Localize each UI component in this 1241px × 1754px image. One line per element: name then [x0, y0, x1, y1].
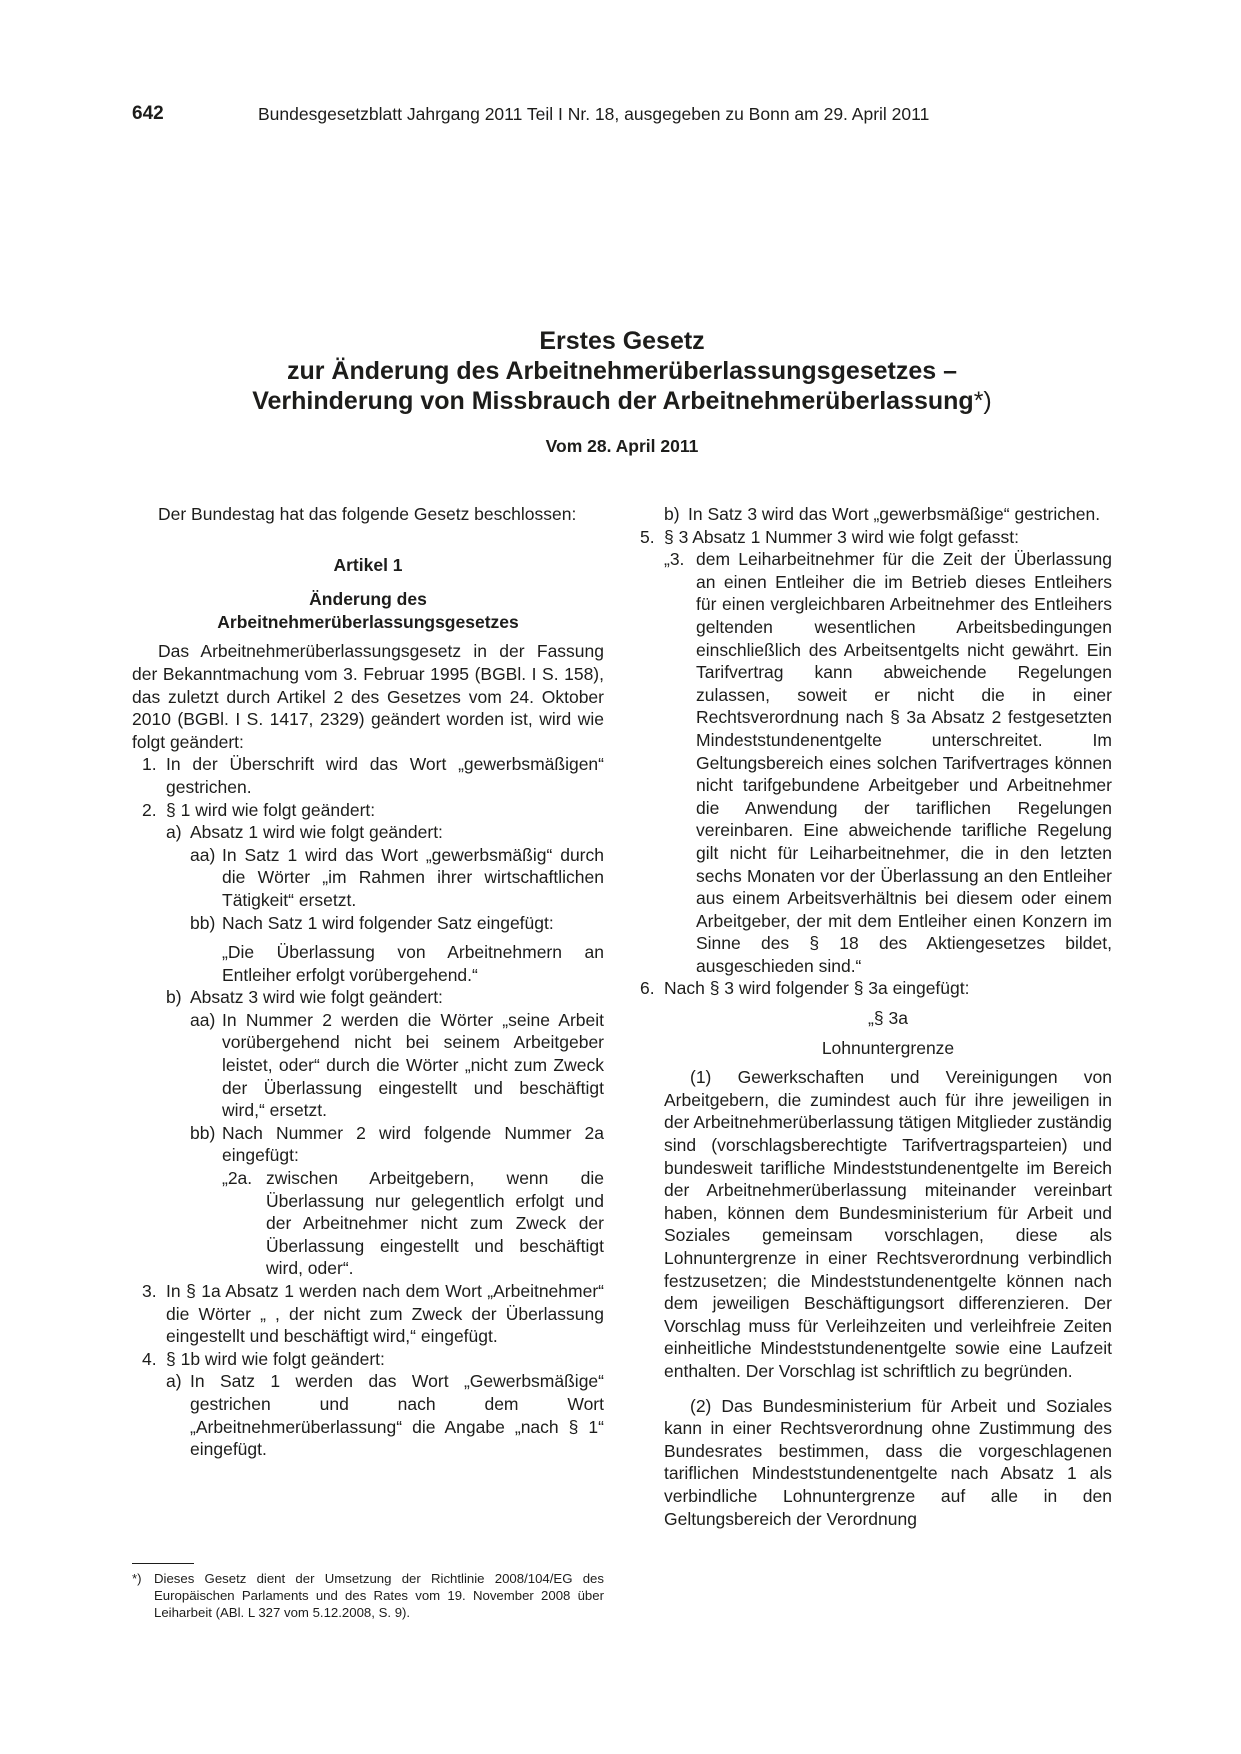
quoted-item: „3. dem Leiharbeitnehmer für die Zeit der Überlassung an einen Entleiher die im Betrieb dieses Entleihers für einen vergleichbaren Arbeitnehmer des Entleihers geltenden wesentlichen Arbeitsbedingungen einschließlich des Arbeitsentgelts nicht gewährt. Ein Tarifvertrag kann abweichende Regelungen zulassen, soweit er nicht die in einer Rechtsverordnung nach § 3a Absatz 2 festgesetzten Mindeststundenentgelte unterschreitet. Im Geltungsbereich eines solchen Tarifvertrages können nicht tarifgebundene Arbeitgeber und Arbeitnehmer die Anwendung der tariflichen Regelungen vereinbaren. Eine abweichende tarifliche Regelung gilt nicht für Leiharbeitnehmer, die in den letzten sechs Monaten vor der Überlassung an den Entleiher aus einem Arbeitsverhältnis bei diesem oder einem Arbeitgeber, der mit dem Entleiher einen Konzern im Sinne des § 18 des Aktiengesetzes bildet, ausgeschieden sind.“: [664, 549, 1112, 976]
title-line-3-text: Verhinderung von Missbrauch der Arbeitnehmerüberlassung: [252, 387, 974, 415]
page-header: [132, 102, 1112, 126]
right-column: [640, 503, 1112, 1530]
law-title: [132, 326, 1112, 416]
list-item: 5. § 3 Absatz 1 Nummer 3 wird wie folgt gefasst:: [640, 526, 1020, 547]
list-item: aa) In Satz 1 wird das Wort „gewerbsmäßig“ durch die Wörter „im Rahmen ihrer wirtschaftlichen Tätigkeit“ ersetzt.: [190, 844, 604, 910]
list-item: bb) Nach Satz 1 wird folgender Satz eingefügt:: [190, 912, 554, 933]
list-item: 3. In § 1a Absatz 1 werden nach dem Wort „Arbeitnehmer“ die Wörter „ , der nicht zum Zweck der Überlassung eingestellt und beschäftigt wird,“ eingefügt.: [142, 1281, 604, 1347]
law-date: Vom 28. April 2011: [545, 436, 699, 456]
title-footnote-marker: *): [973, 387, 992, 415]
article-title-line-1: Änderung des: [309, 589, 427, 610]
footnote-text: Dieses Gesetz dient der Umsetzung der Richtlinie 2008/104/EG des Europäischen Parlaments und des Rates vom 19. November 2008 über Leiharbeit (ABl. L 327 vom 5.12.2008, S. 9).: [154, 1571, 604, 1620]
list-item: bb) Nach Nummer 2 wird folgende Nummer 2a eingefügt:: [190, 1122, 604, 1166]
quoted-item: „2a. zwischen Arbeitgebern, wenn die Überlassung nur gelegentlich erfolgt und der Arbeitnehmer nicht zum Zweck der Überlassung eingestellt und beschäftigt wird, oder“.: [222, 1168, 604, 1279]
left-column: [132, 503, 604, 1461]
footnote: [132, 1570, 604, 1621]
quoted-sentence: „Die Überlassung von Arbeitnehmern an Entleiher erfolgt vorübergehend.“: [222, 942, 604, 985]
paragraph-1: (1) Gewerkschaften und Vereinigungen von Arbeitgebern, die zumindest auch für ihre jeweiligen in der Arbeitnehmerüberlassung tätigen Mitglieder zuständig sind (vorschlagsberechtigte Tarifvertragsparteien) und bundesweit tarifliche Mindeststundenentgelte im Bereich der Arbeitnehmerüberlassung miteinander vereinbart haben, können dem Bundesministerium für Arbeit und Soziales gemeinsam vorschlagen, diese als Lohnuntergrenze in einer Rechtsverordnung verbindlich festzusetzen; die Mindeststundenentgelte können nach dem jeweiligen Beschäftigungsort differenzieren. Der Vorschlag muss für Verleihzeiten und verleihfreie Zeiten einheitliche Mindeststundenentgelte sowie eine Laufzeit enthalten. Der Vorschlag ist schriftlich zu begründen.: [664, 1067, 1112, 1381]
title-line-3: [132, 386, 1112, 416]
article-intro: Das Arbeitnehmerüberlassungsgesetz in der Fassung der Bekanntmachung vom 3. Februar 1995 (BGBl. I S. 158), das zuletzt durch Artikel 2 des Gesetzes vom 24. Oktober 2010 (BGBl. I S. 1417, 2329) geändert worden ist, wird wie folgt geändert:: [132, 641, 604, 752]
list-item: 1. In der Überschrift wird das Wort „gewerbsmäßigen“ gestrichen.: [142, 754, 604, 797]
footnote-marker: *): [132, 1571, 142, 1586]
running-title: Bundesgesetzblatt Jahrgang 2011 Teil I Nr. 18, ausgegeben zu Bonn am 29. April 2011: [258, 104, 930, 124]
list-item: b) In Satz 3 wird das Wort „gewerbsmäßige“ gestrichen.: [664, 504, 1101, 524]
page-number: 642: [132, 103, 164, 124]
title-line-1: Erstes Gesetz: [539, 327, 705, 355]
intro-paragraph: Der Bundestag hat das folgende Gesetz beschlossen:: [158, 504, 577, 524]
list-item: a) In Satz 1 werden das Wort „Gewerbsmäßige“ gestrichen und nach dem Wort „Arbeitnehmerüberlassung“ die Angabe „nach § 1“ eingefügt.: [166, 1371, 604, 1460]
footnote-divider: [132, 1563, 194, 1564]
article-title-line-2: Arbeitnehmerüberlassungsgesetzes: [217, 611, 519, 632]
paragraph-2: (2) Das Bundesministerium für Arbeit und Soziales kann in einer Rechtsverordnung ohne Zustimmung des Bundesrates bestimmen, dass die vorgeschlagenen tariflichen Mindeststundenentgelte nach Absatz 1 als verbindliche Lohnuntergrenze auf alle in den Geltungsbereich der Verordnung: [664, 1395, 1112, 1529]
section-title: Lohnuntergrenze: [821, 1037, 955, 1058]
list-item: 2. § 1 wird wie folgt geändert:: [142, 799, 376, 820]
list-item: aa) In Nummer 2 werden die Wörter „seine Arbeit vorübergehend nicht bei seinem Arbeitgeber leistet, oder“ durch die Wörter „nicht zum Zweck der Überlassung eingestellt und beschäftigt wird,“ ersetzt.: [190, 1009, 604, 1121]
list-item: 6. Nach § 3 wird folgender § 3a eingefügt:: [640, 978, 970, 999]
title-line-2: zur Änderung des Arbeitnehmerüberlassungsgesetzes –: [286, 357, 958, 385]
list-item: 4. § 1b wird wie folgt geändert:: [142, 1348, 385, 1369]
list-item: b) Absatz 3 wird wie folgt geändert:: [166, 987, 443, 1008]
section-heading: „§ 3a: [868, 1008, 908, 1029]
list-item: a) Absatz 1 wird wie folgt geändert:: [166, 822, 443, 843]
article-heading: Artikel 1: [333, 554, 403, 575]
